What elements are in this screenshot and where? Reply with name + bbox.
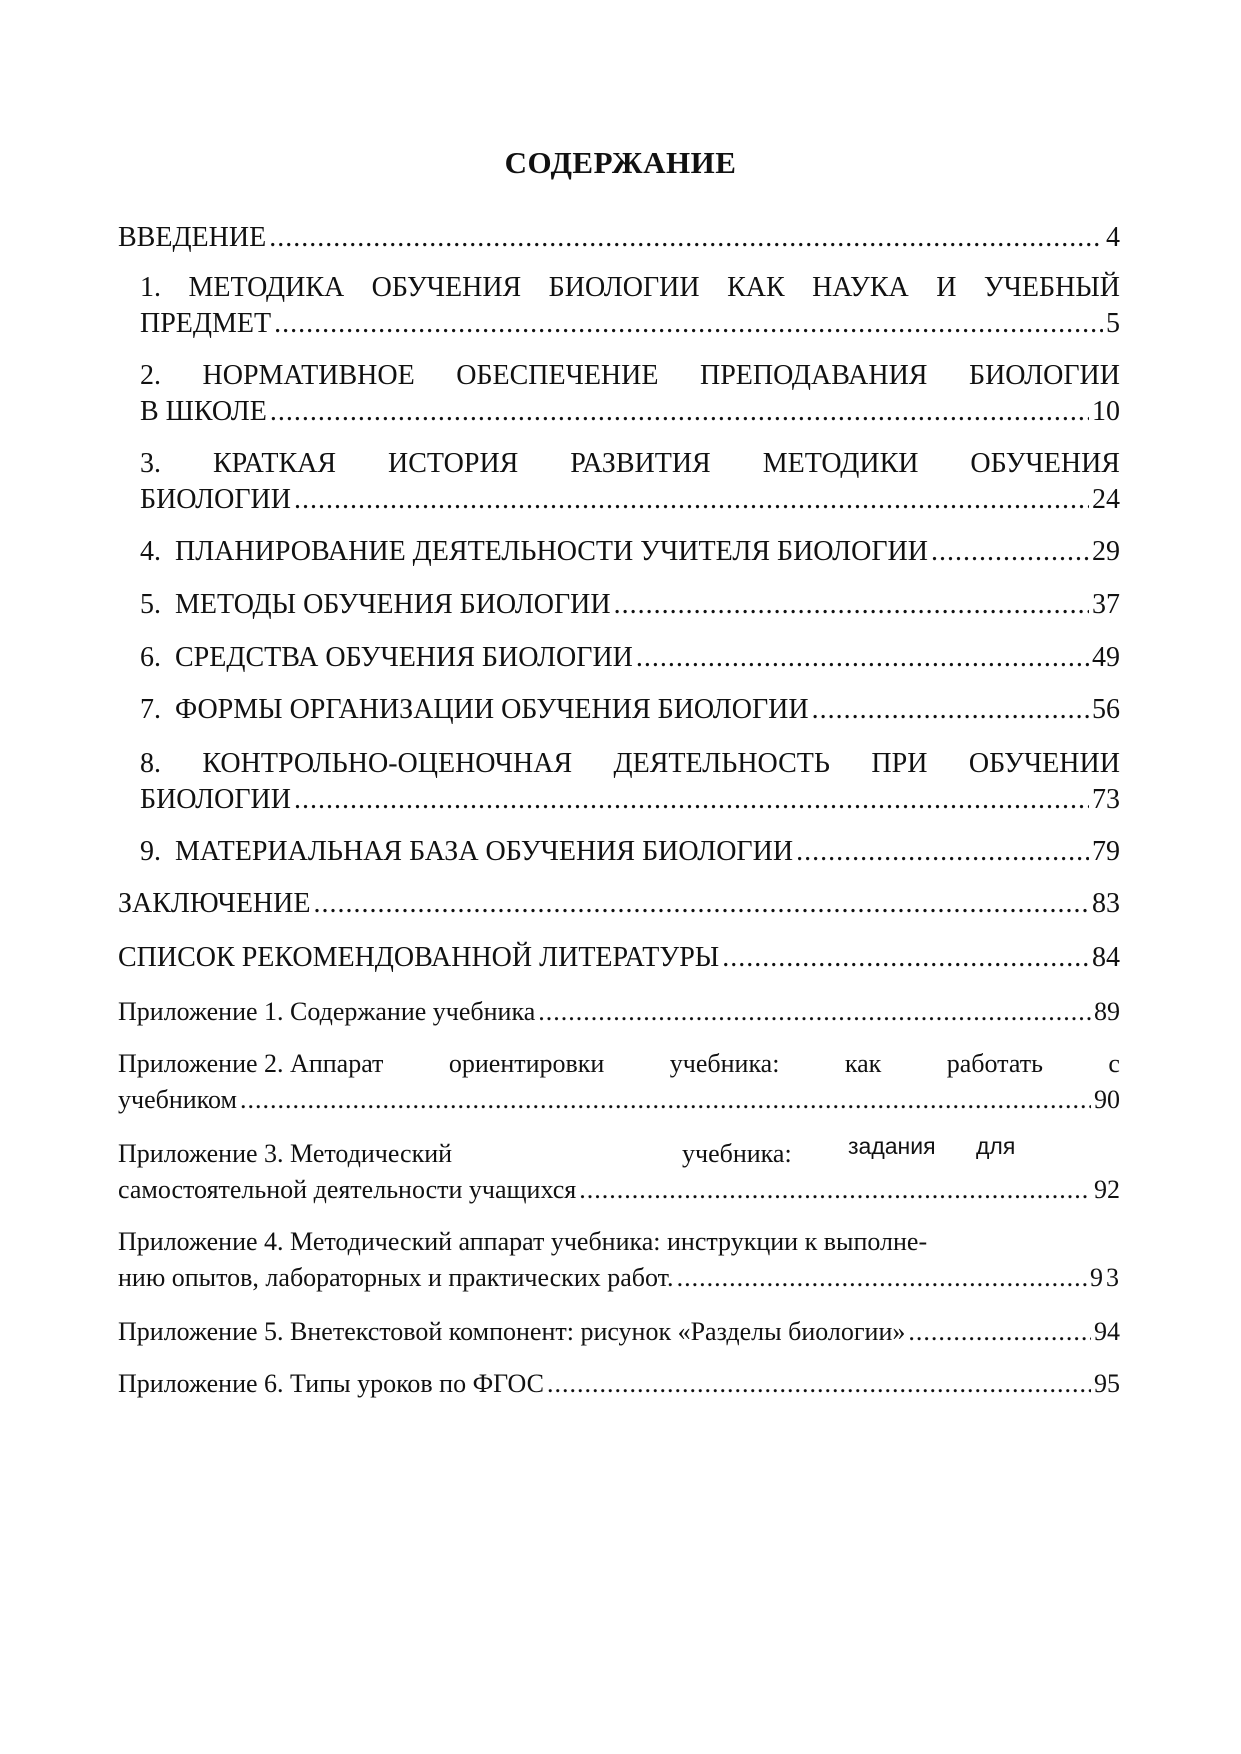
toc-entry-ch1-line2: [140, 306, 1120, 342]
toc-entry-appendix-1: [118, 994, 1120, 1030]
toc-label: 6. СРЕДСТВА ОБУЧЕНИЯ БИОЛОГИИ: [140, 642, 633, 673]
toc-page-number: 93: [1090, 1263, 1122, 1292]
toc-entry-ch8-line2: [140, 782, 1120, 818]
toc-word: БИОЛОГИИ: [968, 360, 1120, 391]
leader-dots: [294, 482, 1089, 518]
toc-label: ПРЕДМЕТ: [140, 308, 272, 339]
toc-entry-appendix-6: [118, 1366, 1120, 1402]
toc-label: СПИСОК РЕКОМЕНДОВАННОЙ ЛИТЕРАТУРЫ: [118, 942, 720, 973]
leader-dots: [796, 834, 1089, 870]
toc-page-number: 37: [1092, 589, 1120, 620]
toc-word: для: [976, 1133, 1016, 1159]
toc-label: БИОЛОГИИ: [140, 784, 291, 815]
toc-entry-appendix-3-line1: [118, 1133, 1120, 1172]
toc-page-number: 4: [1106, 222, 1120, 253]
toc-label: Приложение 4. Методический аппарат учебника: инструкции к выполне-: [118, 1227, 928, 1256]
toc-label: 7. ФОРМЫ ОРГАНИЗАЦИИ ОБУЧЕНИЯ БИОЛОГИИ: [140, 694, 809, 725]
leader-dots: [547, 1366, 1091, 1402]
toc-label: учебником: [118, 1085, 237, 1114]
leader-dots: [636, 640, 1089, 676]
toc-entry-ch4: [140, 534, 1120, 570]
leader-dots: [240, 1082, 1091, 1118]
toc-word: 8.: [140, 748, 161, 779]
toc-entry-appendix-4-line1: [118, 1224, 1120, 1260]
toc-word: работать: [946, 1049, 1043, 1078]
toc-entry-ch9: [140, 834, 1120, 870]
toc-label: БИОЛОГИИ: [140, 484, 291, 515]
toc-word: КАК: [727, 272, 785, 303]
toc-word: учебника:: [669, 1049, 780, 1078]
toc-page-number: 56: [1092, 694, 1120, 725]
toc-word: ОБЕСПЕЧЕНИЕ: [456, 360, 659, 391]
toc-word: 3.: [140, 448, 161, 479]
toc-word: УЧЕБНЫЙ: [983, 272, 1120, 303]
leader-dots: [538, 994, 1091, 1030]
toc-label: Приложение 1. Содержание учебника: [118, 997, 536, 1026]
toc-word: МЕТОДИКА: [188, 272, 345, 303]
toc-word: БИОЛОГИИ: [548, 272, 700, 303]
toc-word: задания: [848, 1133, 936, 1159]
toc-page-number: 73: [1092, 784, 1120, 815]
leader-dots: [274, 306, 1103, 342]
toc-word: 1.: [140, 272, 161, 303]
toc-word: И: [936, 272, 957, 303]
toc-word: как: [844, 1049, 882, 1078]
leader-dots: [294, 782, 1089, 818]
toc-word: ДЕЯТЕЛЬНОСТЬ: [613, 748, 830, 779]
toc-entry-ch1-line1: [140, 270, 1120, 306]
toc-entry-ch3-line2: [140, 482, 1120, 518]
toc-label: 5. МЕТОДЫ ОБУЧЕНИЯ БИОЛОГИИ: [140, 589, 611, 620]
toc-word: ПРЕПОДАВАНИЯ: [699, 360, 928, 391]
toc-entry-intro: [118, 220, 1120, 256]
toc-page-number: 84: [1092, 942, 1120, 973]
toc-page-number: 10: [1092, 396, 1120, 427]
toc-entry-appendix-3-line2: [118, 1172, 1120, 1208]
toc-page-number: 79: [1092, 836, 1120, 867]
leader-dots: [270, 394, 1089, 430]
toc-entry-literature: [118, 940, 1120, 976]
toc-word: Приложение 3. Методический: [118, 1139, 453, 1168]
toc-label: Приложение 5. Внетекстовой компонент: рисунок «Разделы биологии»: [118, 1317, 906, 1346]
toc-page-number: 29: [1092, 536, 1120, 567]
toc-word: с: [1108, 1049, 1120, 1078]
toc-entry-ch5: [140, 587, 1120, 623]
toc-entry-ch3-line1: [140, 446, 1120, 482]
toc-page-number: 5: [1106, 308, 1120, 339]
toc-word: НОРМАТИВНОЕ: [202, 360, 415, 391]
toc-label: нию опытов, лабораторных и практических работ.: [118, 1263, 674, 1292]
toc-word: Приложение 2. Аппарат: [118, 1049, 384, 1078]
toc-label: В ШКОЛЕ: [140, 396, 267, 427]
leader-dots: [677, 1260, 1087, 1296]
toc-word: РАЗВИТИЯ: [570, 448, 711, 479]
leader-dots: [614, 587, 1089, 623]
toc-word: КРАТКАЯ: [212, 448, 337, 479]
toc-entry-conclusion: [118, 886, 1120, 922]
leader-dots: [269, 220, 1103, 256]
toc-entry-appendix-5: [118, 1314, 1120, 1350]
toc-page-number: 49: [1092, 642, 1120, 673]
toc-page-number: 95: [1094, 1369, 1120, 1398]
toc-word: КОНТРОЛЬНО-ОЦЕНОЧНАЯ: [202, 748, 573, 779]
toc-entry-appendix-2-line1: [118, 1046, 1120, 1082]
leader-dots: [579, 1172, 1091, 1208]
leader-dots: [908, 1314, 1091, 1350]
toc-word: учебника:: [682, 1139, 792, 1168]
toc-word: МЕТОДИКИ: [762, 448, 919, 479]
toc-page-number: 94: [1094, 1317, 1120, 1346]
toc-word: ИСТОРИЯ: [388, 448, 519, 479]
toc-word: ОБУЧЕНИЯ: [371, 272, 522, 303]
toc-word: ОБУЧЕНИИ: [968, 748, 1120, 779]
toc-label: ВВЕДЕНИЕ: [118, 222, 267, 253]
leader-dots: [931, 534, 1089, 570]
toc-page-number: 92: [1094, 1175, 1120, 1204]
toc-label: ЗАКЛЮЧЕНИЕ: [118, 888, 311, 919]
toc-word: 2.: [140, 360, 161, 391]
toc-entry-ch2-line1: [140, 358, 1120, 394]
toc-entry-ch8-line1: [140, 746, 1120, 782]
toc-label: Приложение 6. Типы уроков по ФГОС: [118, 1369, 544, 1398]
toc-entry-ch7: [140, 692, 1120, 728]
toc-word: ОБУЧЕНИЯ: [970, 448, 1120, 479]
toc-label: самостоятельной деятельности учащихся: [118, 1175, 577, 1204]
leader-dots: [812, 692, 1089, 728]
leader-dots: [722, 940, 1089, 976]
toc-word: НАУКА: [812, 272, 909, 303]
toc-word: ПРИ: [871, 748, 928, 779]
toc-page-number: 83: [1092, 888, 1120, 919]
leader-dots: [313, 886, 1089, 922]
toc-word: ориентировки: [448, 1049, 605, 1078]
toc-entry-appendix-4-line2: [118, 1260, 1122, 1296]
toc-entry-appendix-2-line2: [118, 1082, 1120, 1118]
toc-page-number: 89: [1094, 997, 1120, 1026]
toc-label: 9. МАТЕРИАЛЬНАЯ БАЗА ОБУЧЕНИЯ БИОЛОГИИ: [140, 836, 794, 867]
toc-entry-ch6: [140, 640, 1120, 676]
page-title: СОДЕРЖАНИЕ: [504, 145, 737, 180]
toc-page-number: 90: [1094, 1085, 1120, 1114]
toc-label: 4. ПЛАНИРОВАНИЕ ДЕЯТЕЛЬНОСТИ УЧИТЕЛЯ БИОЛОГИИ: [140, 536, 928, 567]
toc-entry-ch2-line2: [140, 394, 1120, 430]
toc-page-number: 24: [1092, 484, 1120, 515]
